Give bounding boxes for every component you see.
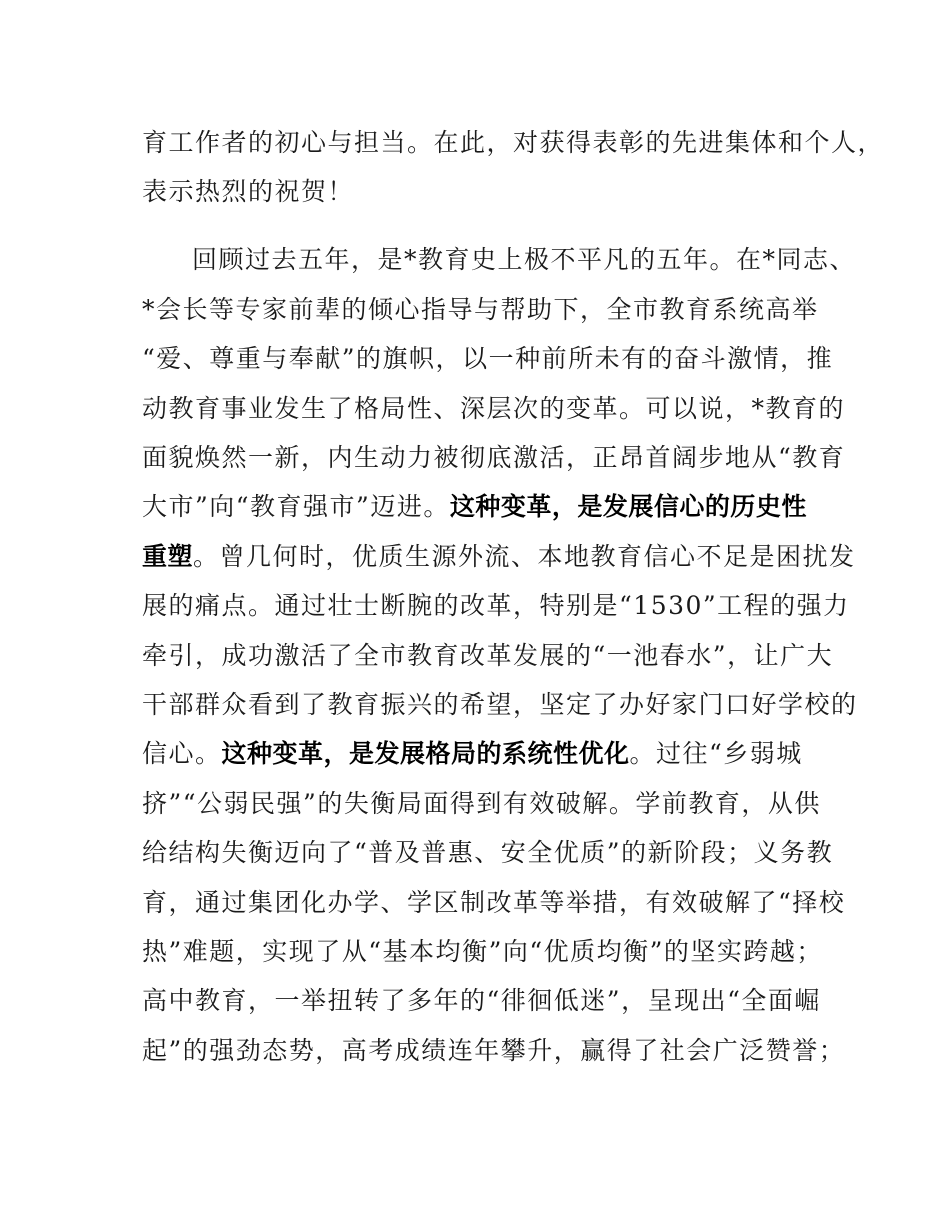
text-segment: 信心。 [142,739,222,768]
text-line: 回顾过去五年，是*教育史上极不平凡的五年。在*同志、 [192,245,857,274]
text-line: 挤”“公弱民强”的失衡局面得到有效破解。学前教育，从供 [142,789,821,818]
text-line: *会长等专家前辈的倾心指导与帮助下，全市教育系统高举 [142,295,819,324]
text-line: 育工作者的初心与担当。在此，对获得表彰的先进集体和个人， [142,128,885,157]
text-segment: 。曾几何时，优质生源外流、本地教育信心不足是困扰发 [193,542,856,571]
text-line: 面貌焕然一新，内生动力被彻底激活，正昂首阔步地从“教育 [142,443,846,472]
text-line [142,542,856,572]
text-line: 高中教育，一举扭转了多年的“徘徊低迷”，呈现出“全面崛 [142,986,821,1015]
text-segment: 。过往“乡弱城 [629,739,803,768]
text-line: 起”的强劲态势，高考成绩连年攀升，赢得了社会广泛赞誉； [142,1036,846,1065]
bold-emphasis: 这种变革，是发展信心的历史性 [449,492,807,521]
text-line: “爱、尊重与奉献”的旗帜，以一种前所未有的奋斗激情，推 [142,344,834,373]
text-line: 动教育事业发生了格局性、深层次的变革。可以说，*教育的 [142,394,846,423]
text-line: 表示热烈的祝贺！ [142,177,355,206]
text-segment: 大市”向“教育强市”迈进。 [142,492,450,521]
bold-emphasis: 重塑 [142,542,194,571]
text-line: 展的痛点。通过壮士断腕的改革，特别是“1530”工程的强力 [142,591,850,620]
text-line: 给结构失衡迈向了“普及普惠、安全优质”的新阶段；义务教 [142,838,834,867]
text-line: 干部群众看到了教育振兴的希望，坚定了办好家门口好学校的 [142,690,858,719]
text-line: 育，通过集团化办学、学区制改革等举措，有效破解了“择校 [142,888,846,917]
text-line [142,739,803,769]
bold-emphasis: 这种变革，是发展格局的系统性优化 [221,739,630,768]
text-line [142,492,807,522]
text-line: 牵引，成功激活了全市教育改革发展的“一池春水”，让广大 [142,641,834,670]
text-line: 热”难题，实现了从“基本均衡”向“优质均衡”的坚实跨越； [142,937,823,966]
